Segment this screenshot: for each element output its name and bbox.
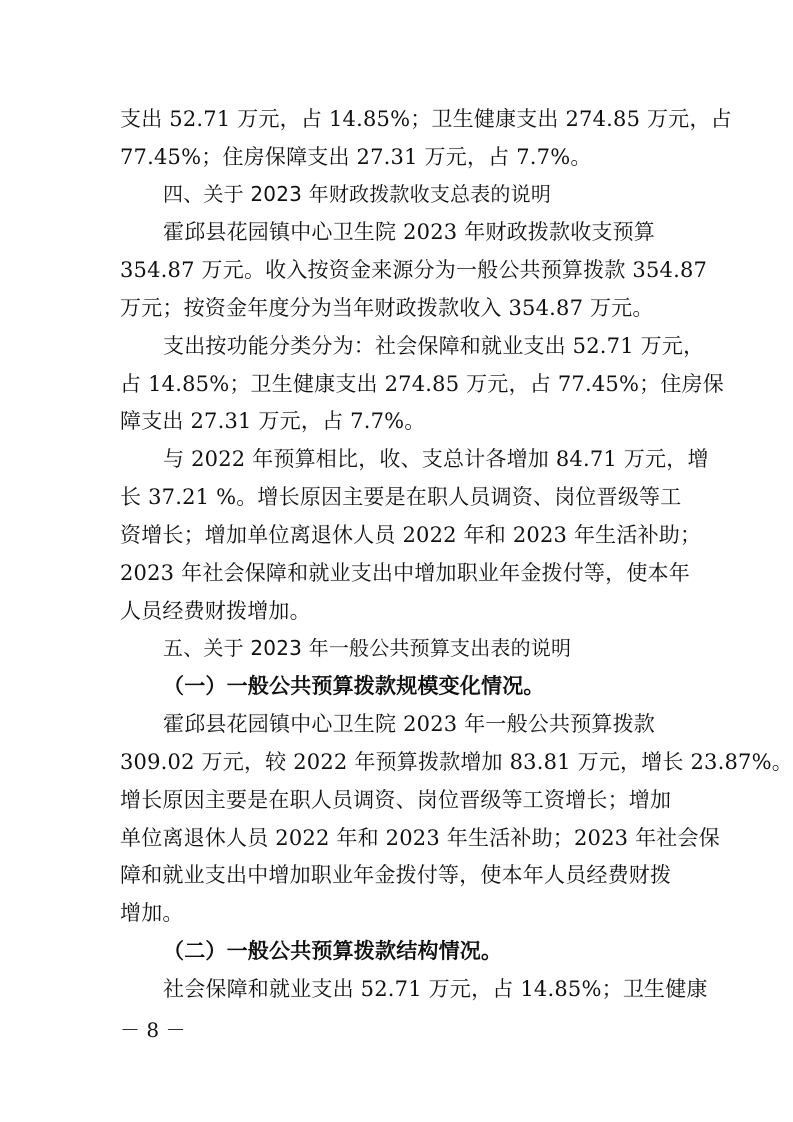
body-text-line: 霍邱县花园镇中心卫生院 2023 年一般公共预算拨款 xyxy=(163,712,655,736)
body-text-line: 增长原因主要是在职人员调资、岗位晋级等工资增长；增加 xyxy=(120,788,672,812)
body-text-line: 309.02 万元，较 2022 年预算拨款增加 83.81 万元，增长 23.87%。 xyxy=(120,750,793,774)
body-text-line: 与 2022 年预算相比，收、支总计各增加 84.71 万元，增 xyxy=(163,447,709,471)
body-text-line: 354.87 万元。收入按资金来源分为一般公共预算拨款 354.87 xyxy=(120,258,708,282)
page-number: － 8 － xyxy=(120,1018,186,1042)
section-heading-5: 五、关于 2023 年一般公共预算支出表的说明 xyxy=(163,636,572,660)
body-text-line: 77.45%；住房保障支出 27.31 万元，占 7.7%。 xyxy=(120,145,592,169)
section-heading-4: 四、关于 2023 年财政拨款收支总表的说明 xyxy=(163,182,552,206)
body-text-line: 霍邱县花园镇中心卫生院 2023 年财政拨款收支预算 xyxy=(163,220,655,244)
body-text-line: 单位离退休人员 2022 年和 2023 年生活补助；2023 年社会保 xyxy=(120,826,720,850)
subsection-heading-1: （一）一般公共预算拨款规模变化情况。 xyxy=(163,673,545,698)
subsection-heading-2: （二）一般公共预算拨款结构情况。 xyxy=(163,938,503,963)
body-text-line: 社会保障和就业支出 52.71 万元，占 14.85%；卫生健康 xyxy=(163,977,708,1001)
body-text-line: 人员经费财拨增加。 xyxy=(120,599,311,623)
body-text-line: 支出 52.71 万元，占 14.85%；卫生健康支出 274.85 万元，占 xyxy=(120,107,732,131)
body-text-line: 2023 年社会保障和就业支出中增加职业年金拨付等，使本年 xyxy=(120,561,690,585)
body-text-line: 支出按功能分类分为：社会保障和就业支出 52.71 万元， xyxy=(163,334,705,358)
body-text-line: 长 37.21 %。增长原因主要是在职人员调资、岗位晋级等工 xyxy=(120,485,682,509)
body-text-line: 万元；按资金年度分为当年财政拨款收入 354.87 万元。 xyxy=(120,296,654,320)
body-text-line: 障支出 27.31 万元，占 7.7%。 xyxy=(120,409,426,433)
body-text-line: 资增长；增加单位离退休人员 2022 年和 2023 年生活补助； xyxy=(120,523,702,547)
body-text-line: 占 14.85%；卫生健康支出 274.85 万元，占 77.45%；住房保 xyxy=(120,372,724,396)
body-text-line: 增加。 xyxy=(120,901,184,925)
body-text-line: 障和就业支出中增加职业年金拨付等，使本年人员经费财拨 xyxy=(120,863,672,887)
